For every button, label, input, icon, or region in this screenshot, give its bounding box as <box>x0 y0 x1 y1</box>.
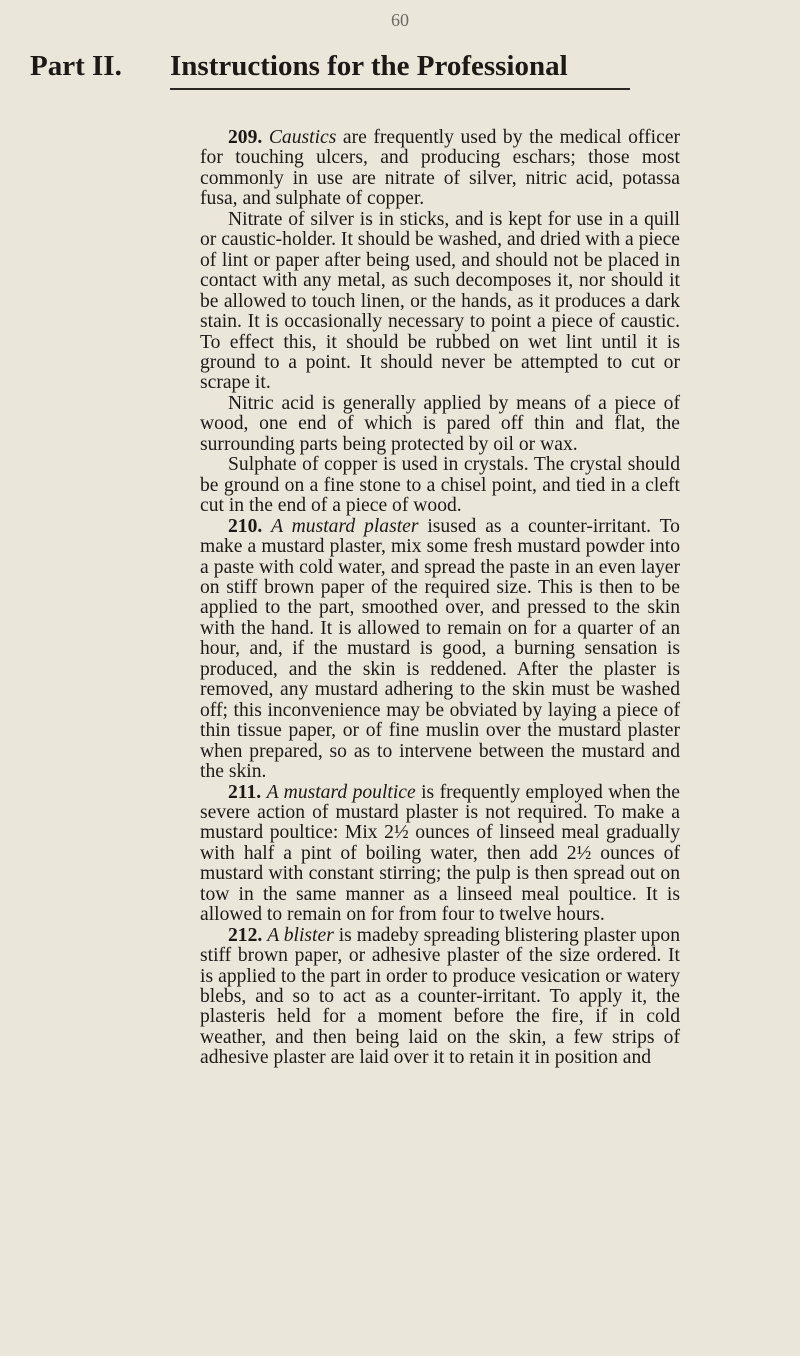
paragraph-text: are frequently used by the medical officer for touching ulcers, and producing eschars; those most commonly in use are nitrate of silver, nitric acid, potassa fusa, and sulphate of copper. <box>200 127 680 210</box>
paragraph-term: Caustics <box>268 127 337 148</box>
paragraph-term: A blister <box>267 924 334 946</box>
paragraph-text: isused as a counter-irritant. To make a mustard plaster, mix some fresh mustard powder into a paste with cold water, and spread the paste in an even layer on stiff brown paper of the required size. This is then to be applied to the part, smoothed over, and pressed to the skin with the hand. It is allowed to remain on for a quarter of an hour, and, if the mustard is good, a burning sensation is produced, and the skin is reddened. After the plaster is removed, any mustard adhering to the skin must be washed off; this inconvenience may be obviated by laying a piece of thin tissue paper, or of fine muslin over the mustard plaster when prepared, so as to intervene between the mustard and the skin. <box>200 515 680 783</box>
paragraph-number: 211. <box>228 781 262 803</box>
paragraph-nitrate-of-silver <box>200 210 680 394</box>
paragraph-term: A mustard plaster <box>271 515 419 537</box>
paragraph-nitric-acid <box>200 394 680 455</box>
paragraph-text: Nitric acid is generally applied by means of a piece of wood, one end of which is pared off thin and flat, the surrounding parts being protected by oil or wax. <box>200 392 680 455</box>
paragraph-210 <box>200 517 680 783</box>
body-text <box>200 128 680 1069</box>
running-head-rule <box>170 88 630 90</box>
paragraph-209 <box>200 128 680 210</box>
paragraph-text: Nitrate of silver is in sticks, and is kept for use in a quill or caustic-holder. It should be washed, and dried with a piece of lint or paper after being used, and should not be placed in contact with any metal, as such decomposes it, nor should it be allowed to touch linen, or the hands, as it produces a dark stain. It is occasionally necessary to point a piece of caustic. To effect this, it should be rubbed on wet lint until it is ground to a point. It should never be attempted to cut or scrape it. <box>200 208 680 394</box>
paragraph-212 <box>200 926 680 1069</box>
paragraph-term: A mustard poultice <box>266 781 416 803</box>
part-label: Part II. <box>30 50 122 82</box>
paragraph-211 <box>200 783 680 926</box>
page-number: 60 <box>391 10 409 30</box>
paragraph-sulphate-of-copper <box>200 455 680 516</box>
paragraph-text: is madeby spreading blistering plaster upon stiff brown paper, or adhesive plaster of the size ordered. It is applied to the part in order to produce vesication or watery blebs, and so to act as a counter-irritant. To apply it, the plasteris held for a moment before the fire, if in cold weather, and then being laid on the skin, a few strips of adhesive plaster are laid over it to retain it in position and <box>200 924 680 1069</box>
paragraph-number: 210. <box>228 515 263 537</box>
paragraph-text: Sulphate of copper is used in crystals. The crystal should be ground on a fine stone to a chisel point, and tied in a cleft cut in the end of a piece of wood. <box>200 454 680 517</box>
running-head <box>30 50 650 86</box>
paragraph-text: is frequently employed when the severe action of mustard plaster is not required. To make a mustard poultice: Mix 2½ ounces of linseed meal gradually with half a pint of boiling water, then add 2½ ounces of mustard with constant stirring; the pulp is then spread out on tow in the same manner as a linseed meal poultice. It is allowed to remain on for from four to twelve hours. <box>200 781 680 926</box>
paragraph-number: 212. <box>228 924 263 946</box>
running-head-title: Instructions for the Professional <box>170 50 568 82</box>
paragraph-number: 209. <box>228 127 263 148</box>
